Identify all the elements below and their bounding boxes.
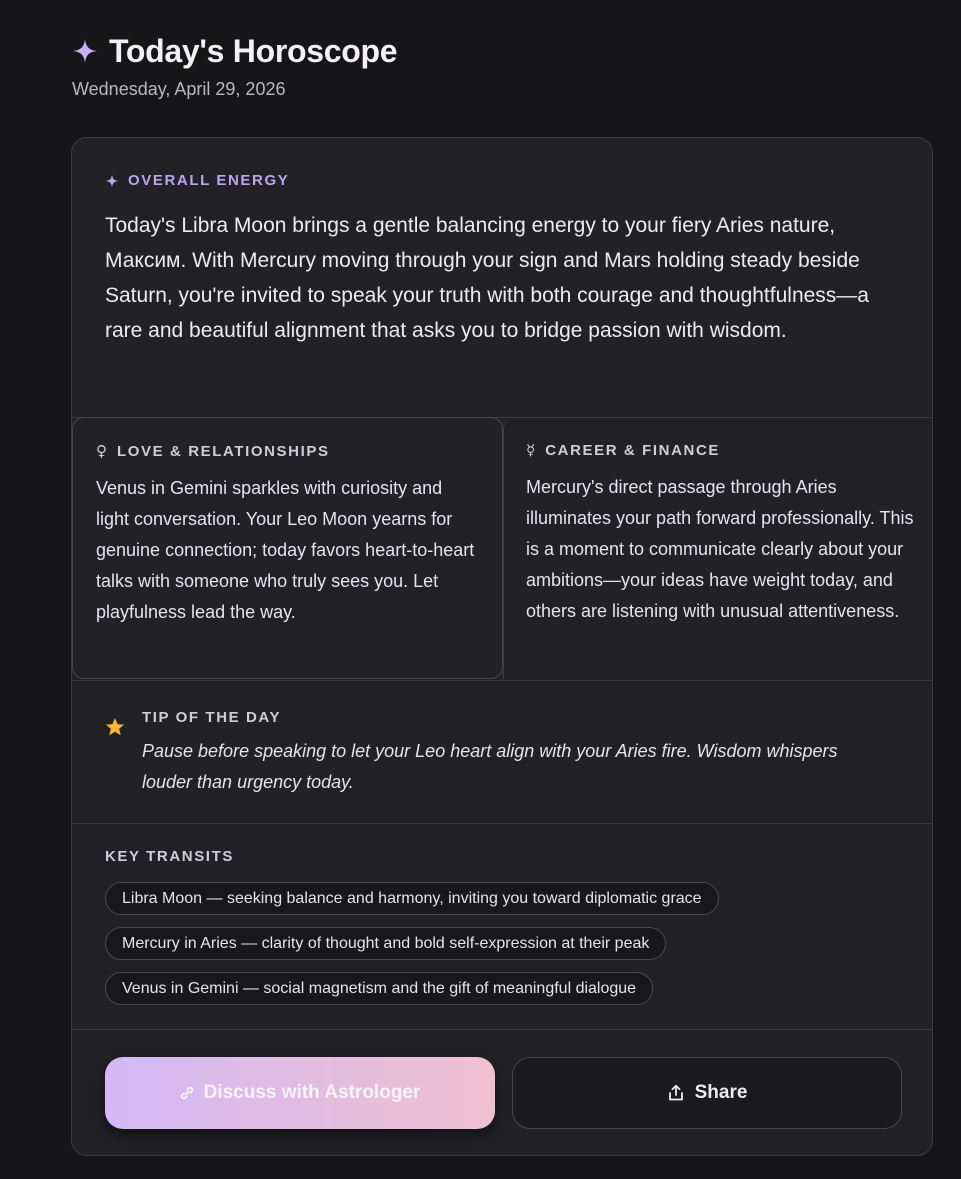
sparkle-icon [105,174,119,188]
overall-energy-text: Today's Libra Moon brings a gentle balancing energy to your fiery Aries nature, Максим. With Mercury moving through your sign and Mars holding steady beside Saturn, you're invited to speak your truth with both courage and thoughtfulness—a rare and beautiful alignment that asks you to bridge passion with wisdom. [105,214,869,342]
horoscope-card [71,137,933,1156]
transit-chip-list [105,882,719,1017]
key-transits-label: KEY TRANSITS [105,848,234,865]
career-panel[interactable] [503,417,933,679]
overall-energy-label: OVERALL ENERGY [128,172,290,189]
overall-energy-section [72,138,933,418]
transit-chip: Libra Moon — seeking balance and harmony, inviting you toward diplomatic grace [105,882,719,915]
tip-section [72,680,933,824]
sparkle-icon [72,38,98,64]
tip-text: Pause before speaking to let your Leo heart align with your Aries fire. Wisdom whispers louder than urgency today. [142,741,838,792]
transit-chip: Venus in Gemini — social magnetism and the gift of meaningful dialogue [105,972,653,1005]
love-text: Venus in Gemini sparkles with curiosity and light conversation. Your Leo Moon yearns for genuine connection; today favors heart-to-heart talks with someone who truly sees you. Let playfulness lead the way. [96,478,475,622]
career-label: CAREER & FINANCE [545,441,720,459]
discuss-with-astrologer-button[interactable] [105,1057,495,1129]
share-button-label: Share [694,1082,748,1103]
mercury-icon: ☿ [526,441,536,459]
discuss-button-label: Discuss with Astrologer [203,1082,421,1103]
career-text: Mercury's direct passage through Aries illuminates your path forward professionally. This is a moment to communicate clearly about your ambitions—your ideas have weight today, and others are listening with unusual attentiveness. [526,477,914,621]
love-label: LOVE & RELATIONSHIPS [117,442,330,460]
venus-icon: ♀ [96,442,107,460]
career-header [526,441,720,459]
transit-chip: Mercury in Aries — clarity of thought and bold self-expression at their peak [105,927,666,960]
action-bar [72,1029,933,1156]
date-label: Wednesday, April 29, 2026 [72,79,286,99]
share-button[interactable] [512,1057,902,1129]
page-header [72,30,397,100]
key-transits-section [72,823,933,1030]
tip-label: TIP OF THE DAY [142,709,282,726]
link-icon [180,1086,194,1100]
overall-energy-header [105,172,289,189]
star-icon [105,717,125,737]
forecast-panels [72,417,933,681]
title-row [72,30,397,72]
love-panel[interactable] [72,417,503,679]
love-header [96,442,330,460]
share-icon [667,1084,685,1102]
page-title: Today's Horoscope [109,32,398,69]
